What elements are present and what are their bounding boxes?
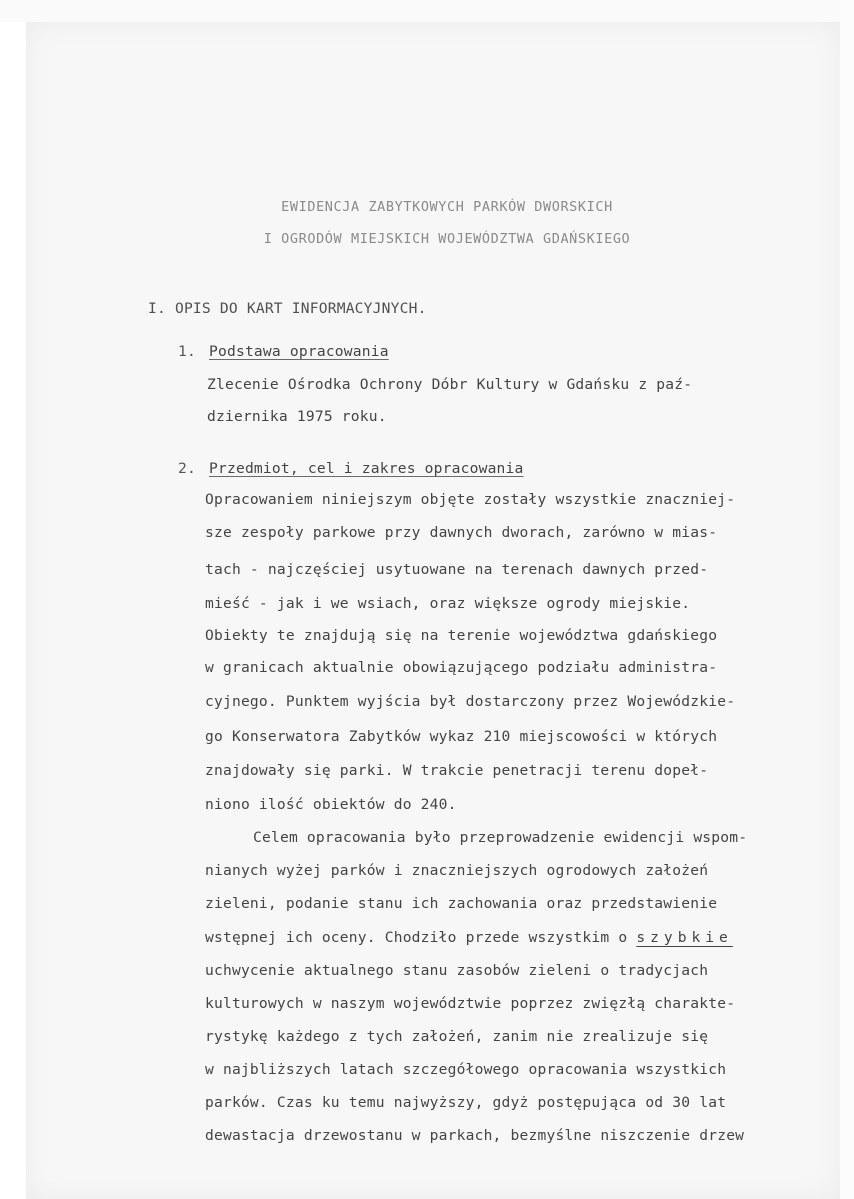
item2-line: cyjnego. Punktem wyjścia był dostarczony przez Wojewódzkie- xyxy=(205,693,736,710)
item1-line: dziernika 1975 roku. xyxy=(207,408,387,425)
item2-line: niono ilość obiektów do 240. xyxy=(205,796,457,813)
paragraph2-line xyxy=(205,929,733,946)
paragraph2-line4-prefix: wstępnej ich oceny. Chodziło przede wszystkim o xyxy=(205,929,637,946)
item1-heading: Podstawa opracowania xyxy=(209,343,389,360)
item2-line: w granicach aktualnie obowiązującego podziału administra- xyxy=(205,659,718,676)
paragraph2-line: Celem opracowania było przeprowadzenie ewidencji wspom- xyxy=(253,829,748,846)
paragraph2-line: nianych wyżej parków i znaczniejszych ogrodowych założeń xyxy=(205,862,709,879)
item2-line: Opracowaniem niniejszym objęte zostały wszystkie znaczniej- xyxy=(205,491,736,508)
item2-heading: Przedmiot, cel i zakres opracowania xyxy=(209,460,524,477)
paragraph2-line: rystykę każdego z tych założeń, zanim nie zrealizuje się xyxy=(205,1028,709,1045)
paragraph2-line: w najbliższych latach szczegółowego opracowania wszystkich xyxy=(205,1061,727,1078)
paragraph2-line: kulturowych w naszym województwie poprzez zwięzłą charakte- xyxy=(205,995,736,1012)
section-heading: I. OPIS DO KART INFORMACYJNYCH. xyxy=(148,300,427,317)
item1-number: 1. xyxy=(178,343,196,360)
document-title-line2: I OGRODÓW MIEJSKICH WOJEWÓDZTWA GDAŃSKIEGO xyxy=(263,231,631,247)
item2-line: sze zespoły parkowe przy dawnych dworach, zarówno w mias- xyxy=(205,524,718,541)
item2-line: tach - najczęściej usytuowane na terenach dawnych przed- xyxy=(205,561,709,578)
document-title-line1: EWIDENCJA ZABYTKOWYCH PARKÓW DWORSKICH xyxy=(281,199,613,215)
item2-number: 2. xyxy=(178,460,196,477)
item2-line: Obiekty te znajdują się na terenie województwa gdańskiego xyxy=(205,627,718,644)
item1-line: Zlecenie Ośrodka Ochrony Dóbr Kultury w Gdańsku z paź- xyxy=(207,376,693,393)
paragraph2-line: parków. Czas ku temu najwyższy, gdyż postępująca od 30 lat xyxy=(205,1094,727,1111)
scan-right-edge xyxy=(840,0,854,1199)
paragraph2-line: dewastacja drzewostanu w parkach, bezmyślne niszczenie drzew xyxy=(205,1127,745,1144)
paragraph2-line: uchwycenie aktualnego stanu zasobów zieleni o tradycjach xyxy=(205,962,709,979)
item2-line: go Konserwatora Zabytków wykaz 210 miejscowości w których xyxy=(205,728,718,745)
emphasized-word: szybkie xyxy=(636,929,733,946)
scan-top-edge xyxy=(0,0,854,22)
paragraph2-line: zieleni, podanie stanu ich zachowania oraz przedstawienie xyxy=(205,895,718,912)
item2-line: znajdowały się parki. W trakcie penetracji terenu dopeł- xyxy=(205,762,709,779)
item2-line: mieść - jak i we wsiach, oraz większe ogrody miejskie. xyxy=(205,595,691,612)
